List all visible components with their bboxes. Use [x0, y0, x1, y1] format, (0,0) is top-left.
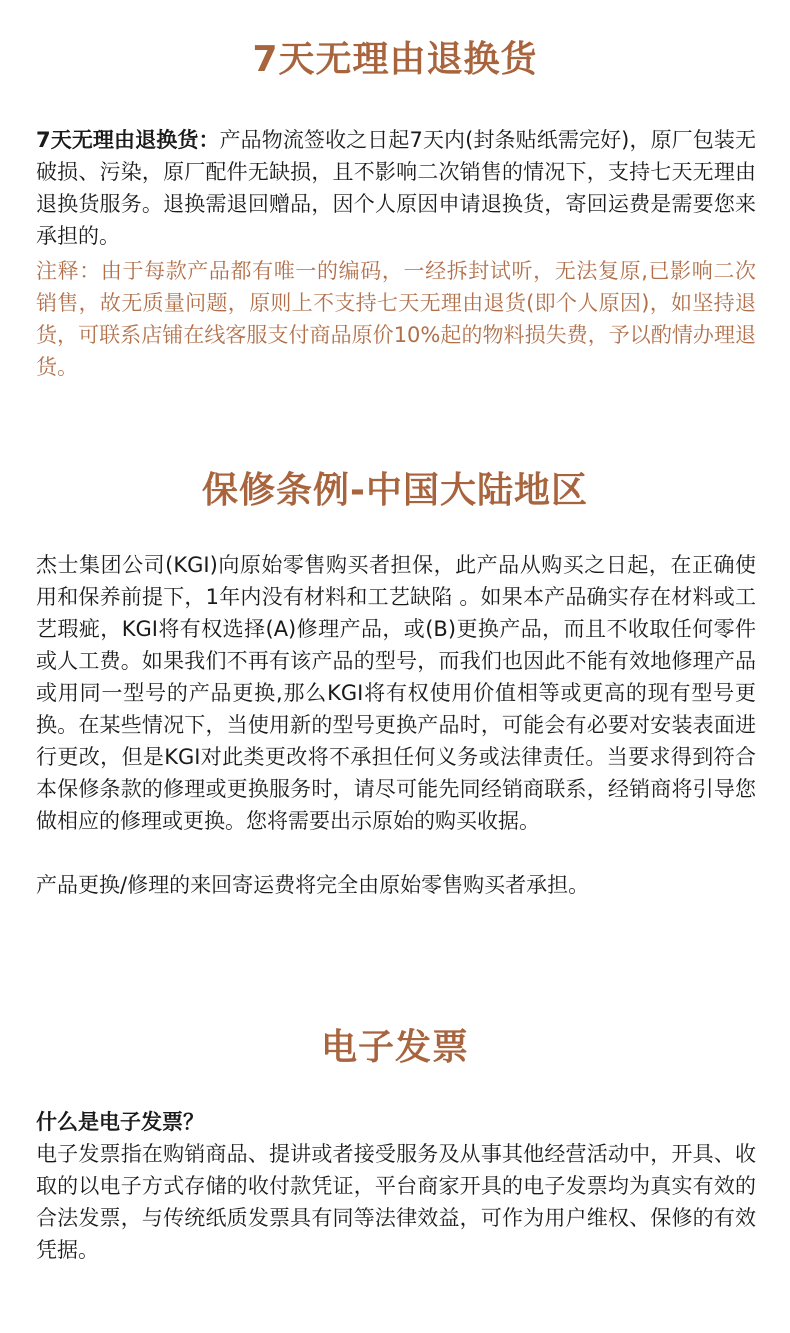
return-policy-section [0, 38, 790, 383]
warranty-body: 杰士集团公司(KGI)向原始零售购买者担保，此产品从购买之日起，在正确使用和保养前提下，1年内没有材料和工艺缺陷 。如果本产品确实存在材料或工艺瑕疵，KGI将有权选择(A)修理产品，或(B)更换产品，而且不收取任何零件或人工费。如果我们不再有该产品的型号，而我们也因此不能有效地修理产品或用同一型号的产品更换,那么KGI将有权使用价值相等或更高的现有型号更换。在某些情况下，当使用新的型号更换产品时，可能会有必要对安装表面进行更改，但是KGI对此类更改将不承担任何义务或法律责任。当要求得到符合本保修条款的修理或更换服务时，请尽可能先同经销商联系，经销商将引导您做相应的修理或更换。您将需要出示原始的购买收据。 [36, 553, 756, 833]
return-policy-note: 注释：由于每款产品都有唯一的编码，一经拆封试听，无法复原,已影响二次销售，故无质量问题，原则上不支持七天无理由退货(即个人原因)，如坚持退货，可联系店铺在线客服支付商品原价10%起的物料损失费，予以酌情办理退货。 [36, 259, 756, 379]
warranty-title: 保修条例-中国大陆地区 [202, 470, 588, 511]
return-policy-lead-text: 产品物流签收之日起7天内(封条贴纸需完好)，原厂包装无破损、污染，原厂配件无缺损，且不影响二次销售的情况下，支持七天无理由退换货服务。退换需退回赠品，因个人原因申请退换货，寄回运费是需要您来承担的。 [36, 128, 756, 248]
e-invoice-title: 电子发票 [320, 1027, 469, 1068]
return-policy-text [36, 124, 756, 252]
warranty-shipping-note: 产品更换/修理的来回寄运费将完全由原始零售购买者承担。 [36, 873, 590, 897]
e-invoice-question: 什么是电子发票？ [36, 1110, 204, 1134]
return-policy-lead-label: 7天无理由退换货： [36, 128, 220, 152]
return-policy-title: 7天无理由退换货 [252, 39, 538, 80]
e-invoice-section [0, 1026, 790, 1266]
e-invoice-body: 电子发票指在购销商品、提讲或者接受服务及从事其他经营活动中，开具、收取的以电子方式存储的收付款凭证，平台商家开具的电子发票均为真实有效的合法发票，与传统纸质发票具有同等法律效益，可作为用户维权、保修的有效凭据。 [36, 1142, 756, 1262]
warranty-section [0, 469, 790, 901]
